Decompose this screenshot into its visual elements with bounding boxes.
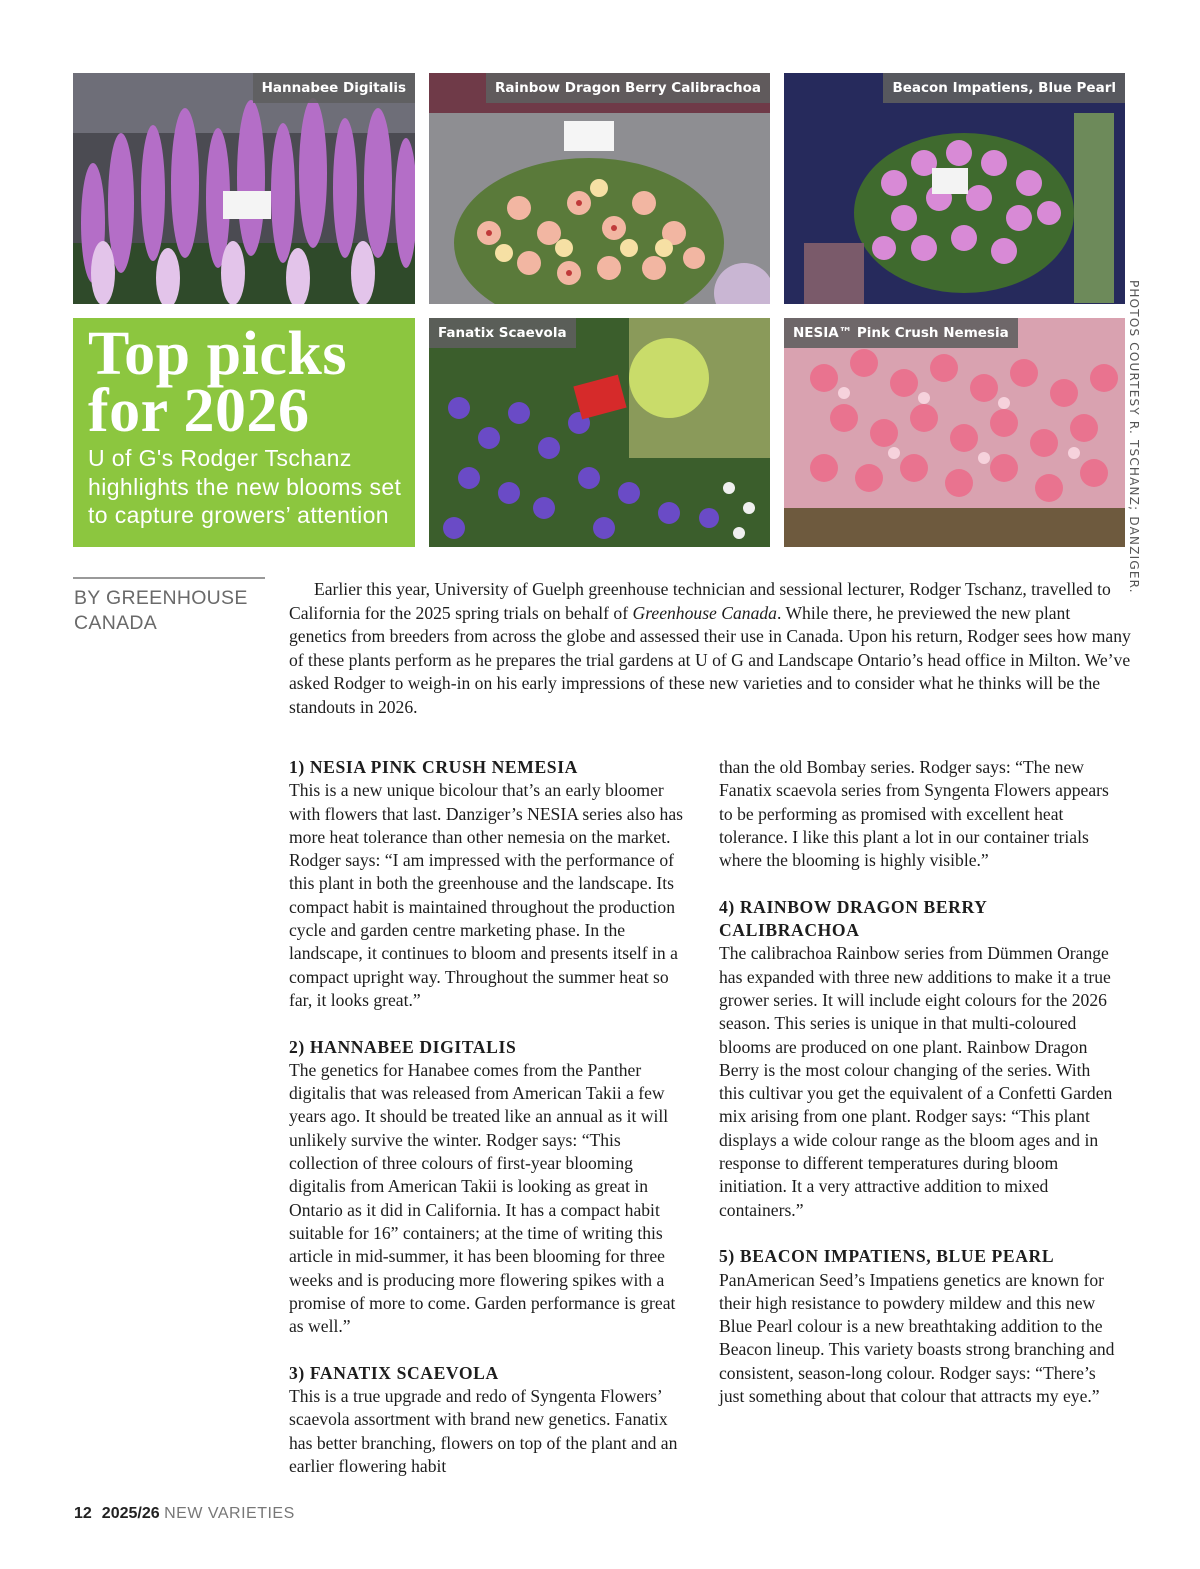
photo-fanatix-scaevola (429, 318, 770, 547)
page-footer (74, 1505, 295, 1523)
article-column-1 (289, 756, 689, 1502)
digitalis-image (73, 73, 415, 304)
photo-caption: Fanatix Scaevola (429, 318, 576, 348)
impatiens-image (784, 73, 1125, 304)
scaevola-image (429, 318, 770, 547)
photo-credit: PHOTOS COURTESY R. TSCHANZ; DANZIGER. (1127, 280, 1141, 594)
page-number: 12 (74, 1505, 92, 1522)
calibrachoa-image (429, 73, 770, 304)
publication-name: Greenhouse Canada (632, 602, 777, 623)
issue-section: NEW VARIETIES (164, 1505, 295, 1522)
lede-paragraph: Earlier this year, University of Guelph greenhouse technician and sessional lecturer, Rodger Tschanz, travelled to California for the 2025 spring trials on behalf of Greenhouse Canada. While there, he previewed the new plant genetics from breeders from across the globe and assessed their use in Canada. Upon his return, Rodger sees how many of these plants perform as he prepares the trial gardens at U of G and Landscape Ontario’s head office in Milton. We’ve asked Rodger to weigh-in on his early impressions of these new varieties and to consider what he thinks will be the standouts in 2026. (289, 579, 1131, 717)
section-body-continued: than the old Bombay series. Rodger says: “The new Fanatix scaevola series from Syngenta Flowers appears to be performing as promised with excellent heat tolerance. I like this plant a lot in our container trials where the blooming is highly visible.” (719, 757, 1109, 871)
section-heading: 3) FANATIX SCAEVOLA (289, 1362, 499, 1383)
photo-nesia-pink-crush (784, 318, 1125, 547)
byline: BY GREENHOUSE CANADA (74, 587, 248, 634)
deck-subtitle: U of G's Rodger Tschanz highlights the new blooms set to capture growers’ attention (88, 445, 402, 528)
section-heading: 5) BEACON IMPATIENS, BLUE PEARL (719, 1246, 1055, 1267)
section-body: This is a true upgrade and redo of Syngenta Flowers’ scaevola assortment with brand new genetics. Fanatix has better branching, flowers on top of the plant and an earlier flowering habit (289, 1386, 678, 1476)
section-body: This is a new unique bicolour that’s an early bloomer with flowers that last. Danziger’s NESIA series also has more heat tolerance than other nemesia on the market. Rodger says: “I am impressed with the performance of this plant in both the greenhouse and the landscape. Its compact habit is maintained throughout the production cycle and garden centre marketing phase. In the landscape, it continues to bloom and presents itself in a compact upright way. Throughout the summer heat so far, it looks great.” (289, 780, 683, 1010)
section-heading: 2) HANNABEE DIGITALIS (289, 1036, 517, 1057)
issue-year: 2025/26 (101, 1505, 160, 1522)
photo-caption: Hannabee Digitalis (253, 73, 415, 103)
photo-beacon-impatiens (784, 73, 1125, 304)
section-body: PanAmerican Seed’s Impatiens genetics are known for their high resistance to powdery mildew and this new Blue Pearl colour is a new breathtaking addition to the Beacon lineup. This variety boasts strong branching and consistent, season-long colour. Rodger says: “There’s just something about that colour that attracts my eye.” (719, 1269, 1115, 1407)
section-body: The calibrachoa Rainbow series from Dümmen Orange has expanded with three new additions to make it a true grower series. It will include eight colours for the 2026 season. This series is unique in that multi-coloured blooms are produced on one plant. Rainbow Dragon Berry is the most colour changing of the series. With this cultivar you get the equivalent of a Confetti Garden mix arising from one plant. Rodger says: “This plant displays a wide colour range as the bloom ages and in response to different temperatures during bloom initiation. It a very attractive addition to mixed containers.” (719, 943, 1113, 1220)
headline: Top picks for 2026 (88, 320, 347, 445)
section-heading: 4) RAINBOW DRAGON BERRY CALIBRACHOA (719, 896, 987, 941)
byline-rule (73, 577, 265, 579)
photo-rainbow-dragon-berry (429, 73, 770, 304)
section-body: The genetics for Hanabee comes from the Panther digitalis that was released from American Takii a few years ago. It should be treated like an annual as it will unlikely survive the winter. Rodger says: “This collection of three colours of first-year blooming digitalis from American Takii is looking as great in Ontario as it did in California. It has a compact habit suitable for 16” containers; at the time of writing this article in mid-summer, it has been blooming for three weeks and is producing more flowering spikes with a promise of more to come. Garden performance is great as well.” (289, 1059, 676, 1337)
section-heading: 1) NESIA PINK CRUSH NEMESIA (289, 757, 578, 777)
photo-caption: NESIA™ Pink Crush Nemesia (784, 318, 1018, 348)
photo-caption: Beacon Impatiens, Blue Pearl (883, 73, 1125, 103)
photo-caption: Rainbow Dragon Berry Calibrachoa (486, 73, 770, 103)
nemesia-image (784, 318, 1125, 547)
article-column-2 (719, 756, 1119, 1432)
title-box (73, 318, 415, 547)
photo-hannabee-digitalis (73, 73, 415, 304)
